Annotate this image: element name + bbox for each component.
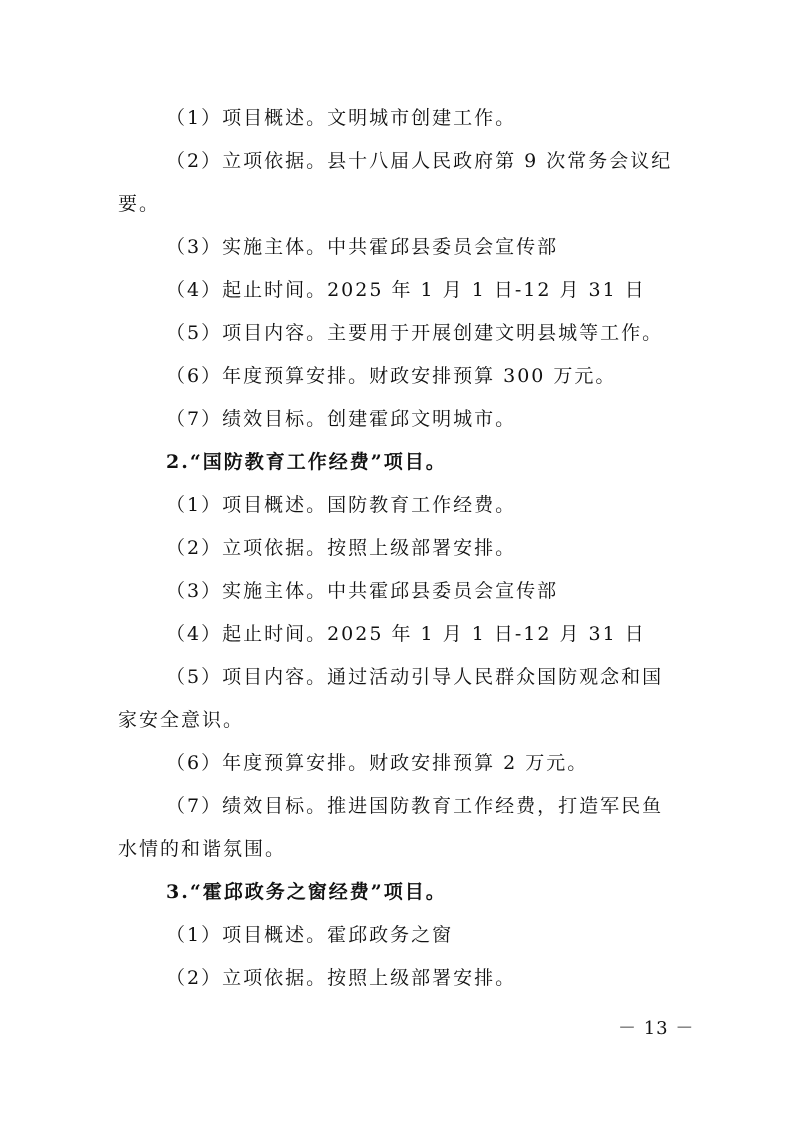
project-1-basis: （2）立项依据。县十八届人民政府第 9 次常务会议纪 (166, 150, 673, 172)
project-2-basis: （2）立项依据。按照上级部署安排。 (166, 537, 517, 559)
project-1-basis-continued: 要。 (118, 193, 161, 215)
project-1-overview: （1）项目概述。文明城市创建工作。 (166, 107, 517, 129)
project-2-budget: （6）年度预算安排。财政安排预算 2 万元。 (166, 752, 589, 774)
project-1-goal: （7）绩效目标。创建霍邱文明城市。 (166, 408, 517, 430)
project-2-period: （4）起止时间。2025 年 1 月 1 日-12 月 31 日 (166, 623, 646, 645)
project-3-overview: （1）项目概述。霍邱政务之窗 (166, 924, 454, 946)
project-1-implementer: （3）实施主体。中共霍邱县委员会宣传部 (166, 236, 559, 258)
project-2-content: （5）项目内容。通过活动引导人民群众国防观念和国 (166, 666, 664, 688)
project-2-implementer: （3）实施主体。中共霍邱县委员会宣传部 (166, 580, 559, 602)
project-2-overview: （1）项目概述。国防教育工作经费。 (166, 494, 517, 516)
project-3-basis: （2）立项依据。按照上级部署安排。 (166, 967, 517, 989)
project-2-heading: 2.“国防教育工作经费”项目。 (166, 451, 447, 473)
project-3-heading: 3.“霍邱政务之窗经费”项目。 (166, 881, 447, 903)
project-2-goal-continued: 水情的和谐氛围。 (118, 838, 287, 860)
project-1-content: （5）项目内容。主要用于开展创建文明县城等工作。 (166, 322, 664, 344)
project-1-period: （4）起止时间。2025 年 1 月 1 日-12 月 31 日 (166, 279, 646, 301)
project-2-content-continued: 家安全意识。 (118, 709, 245, 731)
project-2-goal: （7）绩效目标。推进国防教育工作经费，打造军民鱼 (166, 795, 664, 817)
page-number: － 13 － (618, 1018, 695, 1039)
project-1-budget: （6）年度预算安排。财政安排预算 300 万元。 (166, 365, 617, 387)
